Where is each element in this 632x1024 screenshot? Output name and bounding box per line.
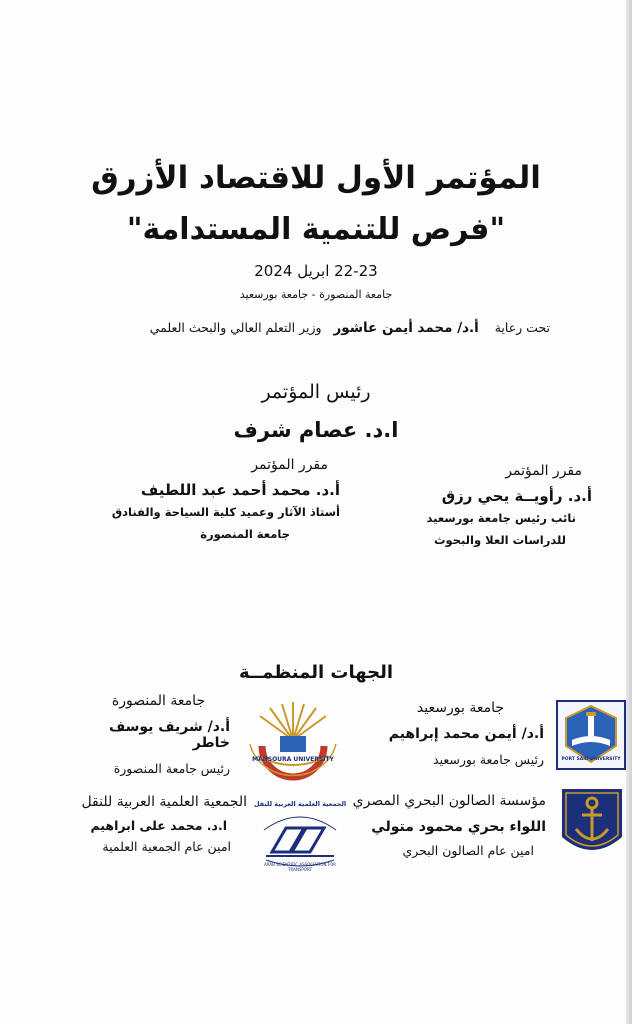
port-said-university-logo: [556, 700, 626, 770]
organizer-head: اللواء بحري محمود متولي: [371, 819, 546, 835]
organizer-role: امين عام الجمعية العلمية: [102, 839, 231, 854]
conference-title: المؤتمر الأول للاقتصاد الأزرق: [91, 160, 541, 196]
patron-title: وزير التعلم العالي والبحث العلمي: [149, 320, 322, 335]
rapporteur-position: أستاذ الآثار وعميد كلية السياحة والفنادق: [111, 505, 340, 519]
organizer-name: جامعة المنصورة: [111, 693, 205, 709]
arab-transport-association-logo: [252, 800, 348, 874]
patronage-prefix: تحت رعاية: [494, 320, 550, 335]
organizer-role: رئيس جامعة المنصورة: [113, 761, 230, 776]
rapporteur-position: نائب رئيس جامعة بورسعيد: [426, 511, 576, 525]
organizer-name: الجمعية العلمية العربية للنقل: [81, 794, 247, 810]
rapporteur-left: [90, 457, 340, 541]
rapporteur-name: أ.د. رأويــة يحي رزق: [441, 487, 592, 505]
organizer-maritime-salon: [326, 793, 546, 858]
organizer-head: ا.د. محمد على ابراهيم: [90, 818, 227, 833]
rapporteur-department: جامعة المنصورة: [200, 527, 290, 541]
organizer-head: أ.د/ شريف يوسف خاطر: [108, 719, 230, 751]
organizer-name: مؤسسة الصالون البحري المصري: [352, 793, 546, 809]
rapporteur-name: أ.د. محمد أحمد عبد اللطيف: [140, 481, 340, 499]
conference-dates: 22-23 ابريل 2024: [254, 262, 378, 280]
organizer-role: رئيس جامعة بورسعيد: [433, 752, 544, 767]
organizer-head: أ.د/ أيمن محمد إبراهيم: [388, 726, 544, 742]
president-label: رئيس المؤتمر: [261, 381, 371, 403]
organizer-name: جامعة بورسعيد: [416, 700, 504, 716]
patronage-line: [110, 320, 550, 336]
rapporteur-department: للدراسات العلا والبحوث: [433, 533, 566, 547]
rapporteur-label: مقرر المؤتمر: [505, 463, 582, 479]
organizer-role: امين عام الصالون البحري: [402, 843, 534, 858]
page-edge-shadow: [626, 0, 632, 1024]
logo-caption: MANSOURA UNIVERSITY: [252, 756, 334, 763]
rapporteur-label: مقرر المؤتمر: [251, 457, 328, 473]
organizers-title: الجهات المنظمــة: [238, 662, 394, 683]
logo-caption: PORT SAID UNIVERSITY: [561, 757, 621, 762]
anchor-emblem-logo: [556, 785, 628, 865]
organizer-arab-transport: [72, 794, 247, 854]
logo-caption: ARAB SCIENTIFIC ASSOCIATION FOR TRANSPORT: [264, 862, 336, 872]
president-name: ا.د. عصام شرف: [233, 418, 399, 442]
conference-subtitle: "فرص للتنمية المستدامة": [126, 212, 506, 247]
rapporteur-right: [342, 463, 592, 547]
logo-caption-ar: الجمعية العلمية العربية للنقل: [253, 800, 347, 808]
mansoura-university-logo: [240, 696, 346, 782]
organizer-mansoura: [80, 693, 230, 776]
patron-name: أ.د/ محمد أيمن عاشور: [333, 320, 479, 336]
host-universities: جامعة المنصورة - جامعة بورسعيد: [239, 288, 393, 301]
organizer-port-said: [324, 700, 544, 767]
